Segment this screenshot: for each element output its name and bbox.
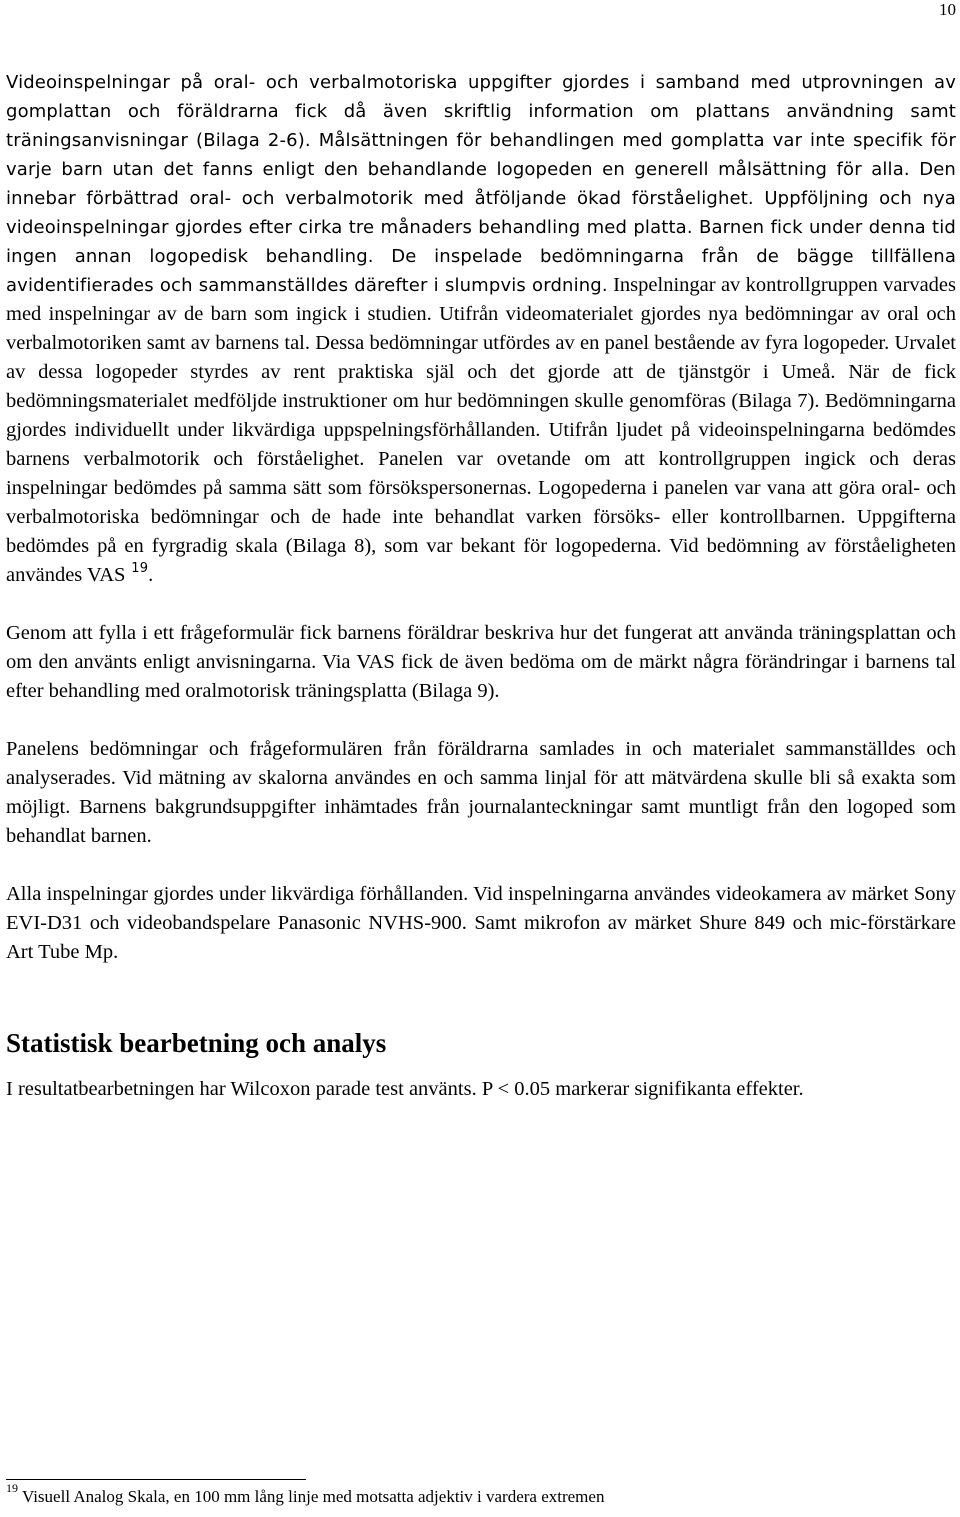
paragraph-equipment: Alla inspelningar gjordes under likvärdiga förhållanden. Vid inspelningarna användes videokamera av märket Sony EVI-D31 och videobandspelare Panasonic NVHS-900. Samt mikrofon av märket Shure 849 och mic-förstärkare Art Tube Mp. [6, 883, 956, 963]
footnote-divider [6, 1479, 306, 1480]
paragraph-questionnaire: Genom att fylla i ett frågeformulär fick barnens föräldrar beskriva hur det fungerat att använda träningsplattan och om den använts enligt anvisningarna. Via VAS fick de även bedöma om de märkt några förändringar i barnens tal efter behandling med oralmotorisk träningsplatta (Bilaga 9). [6, 622, 956, 702]
paragraph-end-punctuation: . [148, 564, 154, 586]
footnote-number: 19 [6, 1481, 18, 1496]
footnote-text: Visuell Analog Skala, en 100 mm lång linje med motsatta adjektiv i vardera extremen [21, 1487, 605, 1506]
document-body [6, 68, 956, 1104]
footnote-reference: 19 [131, 561, 149, 576]
paragraph-analysis: Panelens bedömningar och frågeformulären från föräldrarna samlades in och materialet sammanställdes och analyserades. Vid mätning av skalorna användes en och samma linjal för att mätvärdena skulle bli så exakta som möjligt. Barnens bakgrundsuppgifter inhämtades från journalanteckningar samt muntligt från den logoped som behandlat barnen. [6, 738, 956, 847]
paragraph-statistics: I resultatbearbetningen har Wilcoxon parade test använts. P < 0.05 markerar signifikanta effekter. [6, 1078, 804, 1100]
section-heading: Statistisk bearbetning och analys [6, 1028, 387, 1058]
page-number: 10 [939, 0, 956, 19]
paragraph-method-videos-part-a: Videoinspelningar på oral- och verbalmotoriska uppgifter gjordes i samband med utprovningen av gomplattan och föräldrarna fick då även skriftlig information om plattans användning samt träningsanvisningar (Bilaga 2-6). Målsättningen för behandlingen med gomplatta var inte specifik för varje barn utan det fanns enligt den behandlande logopeden en generell målsättning för alla. Den innebar förbättrad oral- och verbalmotorik med åtföljande ökad förståelighet. Uppföljning och nya videoinspelningar gjordes efter cirka tre månaders behandling med platta. Barnen fick under denna tid ingen annan logopedisk behandling. De inspelade bedömningarna från de bägge tillfällena avidentifierades och sammanställdes därefter i slumpvis ordning. [6, 72, 956, 296]
paragraph-method-videos-part-b: Inspelningar av kontrollgruppen varvades med inspelningar av de barn som ingick i studien. Utifrån videomaterialet gjordes nya bedömningar av oral och verbalmotoriken samt av barnens tal. Dessa bedömningar utfördes av en panel bestående av fyra logopeder. Urvalet av dessa logopeder styrdes av rent praktiska själ och det gjorde att de tjänstgör i Umeå. När de fick bedömningsmaterialet medföljde instruktioner om hur bedömningen skulle genomföras (Bilaga 7). Bedömningarna gjordes individuellt under likvärdiga uppspelningsförhållanden. Utifrån ljudet på videoinspelningarna bedömdes barnens verbalmotorik och förståelighet. Panelen var ovetande om att kontrollgruppen ingick och deras inspelningar bedömdes på samma sätt som försökspersonernas. Logopederna i panelen var vana att göra oral- och verbalmotoriska bedömningar och de hade inte behandlat varken försöks- eller kontrollbarnen. Uppgifterna bedömdes på en fyrgradig skala (Bilaga 8), som var bekant för logopederna. Vid bedömning av förståeligheten användes VAS [6, 274, 956, 586]
paragraph-method-videos [6, 68, 956, 590]
footnote [6, 1481, 605, 1507]
